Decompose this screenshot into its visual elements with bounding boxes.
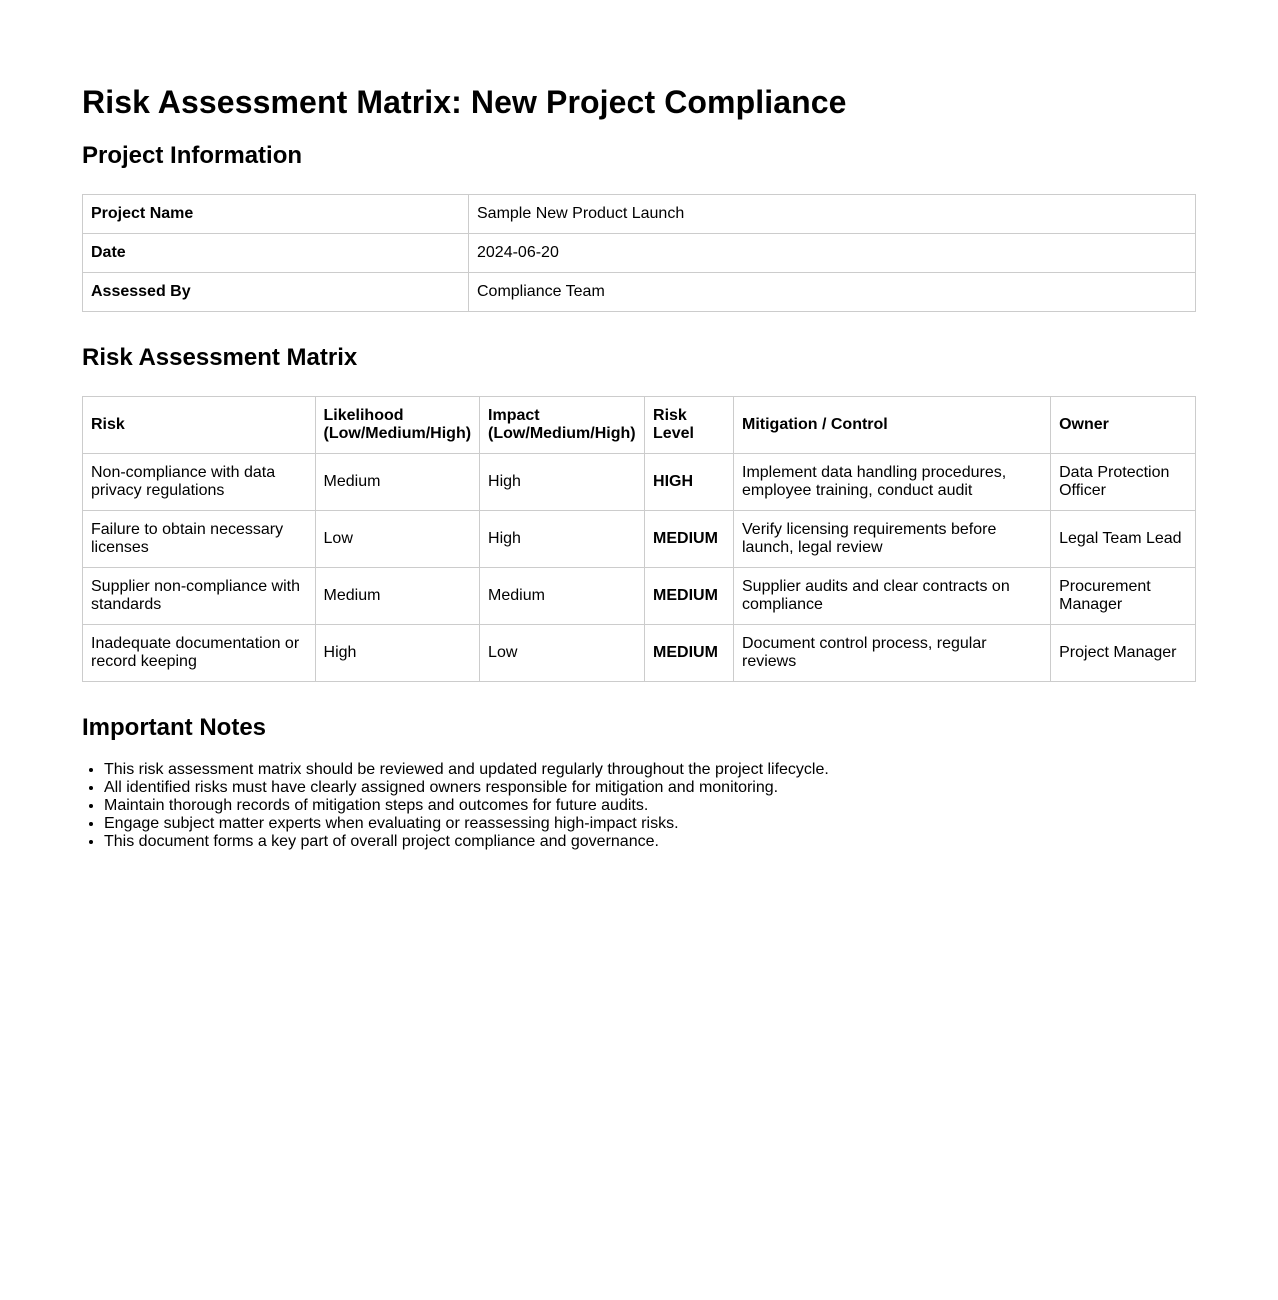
impact-cell: High — [480, 454, 645, 511]
risk-cell: Failure to obtain necessary licenses — [83, 511, 316, 568]
list-item: • Engage subject matter experts when evaluating or reassessing high-impact risks. — [104, 815, 829, 833]
mitigation-cell: Verify licensing requirements before launch, legal review — [734, 511, 1051, 568]
list-item: • This risk assessment matrix should be reviewed and updated regularly throughout the project lifecycle. — [104, 761, 829, 779]
column-header-impact: Impact (Low/Medium/High) — [480, 397, 645, 454]
risk-level-cell: MEDIUM — [645, 625, 734, 682]
table-row — [83, 625, 1196, 682]
impact-cell: Medium — [480, 568, 645, 625]
column-header-likelihood: Likelihood (Low/Medium/High) — [315, 397, 480, 454]
owner-cell: Project Manager — [1051, 625, 1196, 682]
date-label: Date — [83, 234, 469, 273]
owner-cell: Data Protection Officer — [1051, 454, 1196, 511]
risk-cell: Inadequate documentation or record keeping — [83, 625, 316, 682]
project-info-heading: Project Information — [82, 142, 303, 169]
assessed-by-value: Compliance Team — [469, 273, 1196, 312]
list-item: • This document forms a key part of overall project compliance and governance. — [104, 833, 829, 851]
mitigation-cell: Supplier audits and clear contracts on compliance — [734, 568, 1051, 625]
important-notes-heading: Important Notes — [82, 714, 267, 741]
table-row — [83, 234, 1196, 273]
list-item: • All identified risks must have clearly assigned owners responsible for mitigation and monitoring. — [104, 779, 829, 797]
table-row — [83, 195, 1196, 234]
column-header-owner: Owner — [1051, 397, 1196, 454]
likelihood-cell: High — [315, 625, 480, 682]
risk-cell: Supplier non-compliance with standards — [83, 568, 316, 625]
risk-level-cell: HIGH — [645, 454, 734, 511]
project-name-label: Project Name — [83, 195, 469, 234]
table-row — [83, 511, 1196, 568]
table-row — [83, 454, 1196, 511]
column-header-risk-level: Risk Level — [645, 397, 734, 454]
impact-cell: High — [480, 511, 645, 568]
risk-matrix-heading: Risk Assessment Matrix — [82, 344, 358, 371]
likelihood-cell: Medium — [315, 454, 480, 511]
risk-matrix-table — [82, 396, 1196, 682]
risk-cell: Non-compliance with data privacy regulations — [83, 454, 316, 511]
column-header-risk: Risk — [83, 397, 316, 454]
likelihood-cell: Low — [315, 511, 480, 568]
owner-cell: Procurement Manager — [1051, 568, 1196, 625]
project-info-table — [82, 194, 1196, 312]
likelihood-cell: Medium — [315, 568, 480, 625]
column-header-mitigation: Mitigation / Control — [734, 397, 1051, 454]
mitigation-cell: Implement data handling procedures, employee training, conduct audit — [734, 454, 1051, 511]
table-row — [83, 568, 1196, 625]
notes-list — [82, 761, 829, 851]
mitigation-cell: Document control process, regular reviews — [734, 625, 1051, 682]
assessed-by-label: Assessed By — [83, 273, 469, 312]
date-value: 2024-06-20 — [469, 234, 1196, 273]
owner-cell: Legal Team Lead — [1051, 511, 1196, 568]
project-name-value: Sample New Product Launch — [469, 195, 1196, 234]
impact-cell: Low — [480, 625, 645, 682]
page-title: Risk Assessment Matrix: New Project Compliance — [82, 84, 847, 120]
risk-level-cell: MEDIUM — [645, 568, 734, 625]
risk-level-cell: MEDIUM — [645, 511, 734, 568]
table-row — [83, 273, 1196, 312]
list-item: • Maintain thorough records of mitigation steps and outcomes for future audits. — [104, 797, 829, 815]
table-header-row — [83, 397, 1196, 454]
